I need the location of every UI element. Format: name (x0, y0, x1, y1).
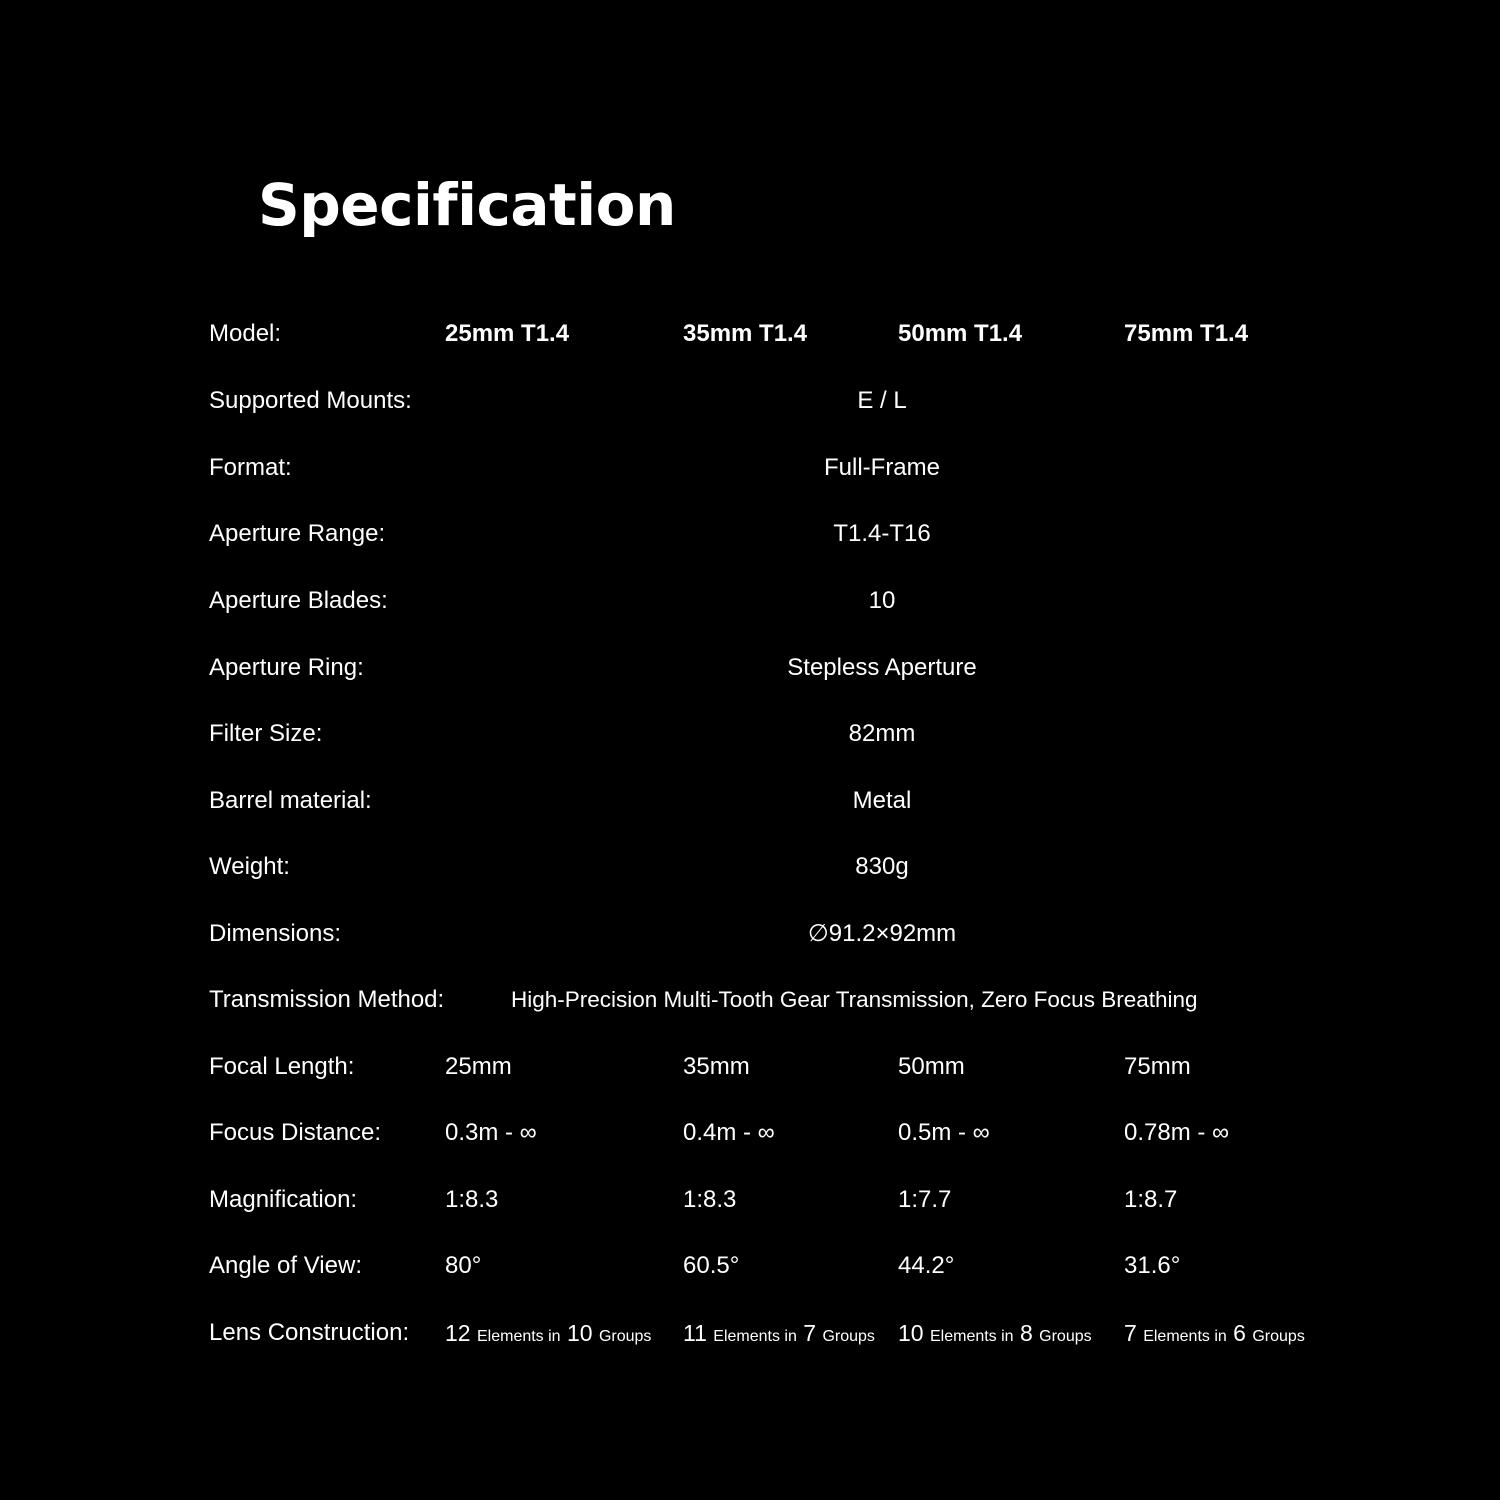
spec-row-supported-mounts (0, 381, 1500, 421)
spec-row-lens-construction (0, 1313, 1500, 1353)
row-label: Supported Mounts: (209, 387, 412, 414)
spec-row-model (0, 314, 1500, 354)
spec-row-aperture-ring (0, 648, 1500, 688)
spec-row-aperture-range (0, 514, 1500, 554)
groups-word: Groups (1252, 1328, 1305, 1345)
row-label: Focus Distance: (209, 1119, 382, 1146)
row-label: Focal Length: (209, 1053, 355, 1080)
spec-row-weight (0, 847, 1500, 887)
row-label: Barrel material: (209, 787, 372, 814)
spec-row-focus-distance (0, 1113, 1500, 1153)
row-label: Aperture Range: (209, 520, 386, 547)
value-50mm: 1:7.7 (898, 1186, 952, 1213)
row-value: Metal (852, 787, 912, 814)
row-label: Aperture Blades: (209, 587, 388, 614)
groups-count: 10 (566, 1320, 593, 1346)
row-label: Model: (209, 320, 282, 347)
row-label: Transmission Method: (209, 986, 445, 1013)
groups-count: 8 (1019, 1320, 1033, 1346)
groups-word: Groups (598, 1328, 652, 1345)
construction-50mm (898, 1313, 1092, 1357)
elements-word: Elements in (713, 1328, 797, 1345)
groups-count: 6 (1233, 1320, 1246, 1346)
spec-row-magnification (0, 1180, 1500, 1220)
value-35mm: 60.5° (683, 1252, 740, 1279)
spec-row-filter-size (0, 714, 1500, 754)
row-value: Full-Frame (823, 454, 941, 481)
elements-count: 12 (445, 1320, 471, 1346)
row-value: Stepless Aperture (787, 654, 977, 681)
model-75mm: 75mm T1.4 (1124, 320, 1249, 347)
spec-row-angle-of-view (0, 1246, 1500, 1286)
row-label: Aperture Ring: (209, 654, 364, 681)
row-value: 830g (855, 853, 909, 880)
value-50mm: 0.5m - ∞ (898, 1119, 990, 1146)
row-label: Format: (209, 454, 292, 481)
value-50mm: 44.2° (898, 1252, 955, 1279)
value-25mm: 25mm (445, 1053, 512, 1080)
elements-word: Elements in (476, 1328, 561, 1345)
row-value: ∅91.2×92mm (807, 920, 957, 947)
spec-row-focal-length (0, 1047, 1500, 1087)
spec-row-aperture-blades (0, 581, 1500, 621)
page-title: Specification (258, 171, 676, 239)
row-label: Lens Construction: (209, 1319, 410, 1346)
row-label: Dimensions: (209, 920, 342, 947)
value-75mm: 75mm (1124, 1053, 1191, 1080)
row-value: 82mm (848, 720, 916, 747)
groups-count: 7 (803, 1320, 817, 1346)
row-label: Filter Size: (209, 720, 323, 747)
value-35mm: 0.4m - ∞ (683, 1119, 775, 1146)
row-value: E / L (857, 387, 907, 414)
row-value: T1.4-T16 (833, 520, 931, 547)
construction-25mm (445, 1313, 651, 1357)
value-25mm: 0.3m - ∞ (445, 1119, 537, 1146)
value-50mm: 50mm (898, 1053, 965, 1080)
row-label: Weight: (209, 853, 290, 880)
elements-count: 11 (683, 1320, 707, 1346)
elements-word: Elements in (1143, 1328, 1227, 1345)
value-75mm: 0.78m - ∞ (1124, 1119, 1230, 1146)
value-35mm: 1:8.3 (683, 1186, 737, 1213)
value-25mm: 80° (445, 1252, 482, 1279)
spec-row-transmission-method (0, 980, 1500, 1020)
elements-count: 10 (898, 1320, 924, 1346)
groups-word: Groups (1039, 1328, 1092, 1345)
row-value: 10 (868, 587, 896, 614)
row-label: Magnification: (209, 1186, 358, 1213)
elements-word: Elements in (929, 1328, 1014, 1345)
value-25mm: 1:8.3 (445, 1186, 499, 1213)
construction-35mm (683, 1313, 875, 1357)
model-25mm: 25mm T1.4 (445, 320, 570, 347)
elements-count: 7 (1124, 1320, 1137, 1346)
spec-row-barrel-material (0, 781, 1500, 821)
construction-75mm (1124, 1313, 1305, 1357)
spec-row-dimensions (0, 914, 1500, 954)
row-value: High-Precision Multi-Tooth Gear Transmission, Zero Focus Breathing (511, 987, 1198, 1012)
value-35mm: 35mm (683, 1053, 750, 1080)
row-label: Angle of View: (209, 1252, 362, 1279)
spec-row-format (0, 448, 1500, 488)
value-75mm: 31.6° (1124, 1252, 1181, 1279)
model-50mm: 50mm T1.4 (898, 320, 1023, 347)
value-75mm: 1:8.7 (1124, 1186, 1178, 1213)
groups-word: Groups (822, 1328, 875, 1345)
model-35mm: 35mm T1.4 (683, 320, 808, 347)
